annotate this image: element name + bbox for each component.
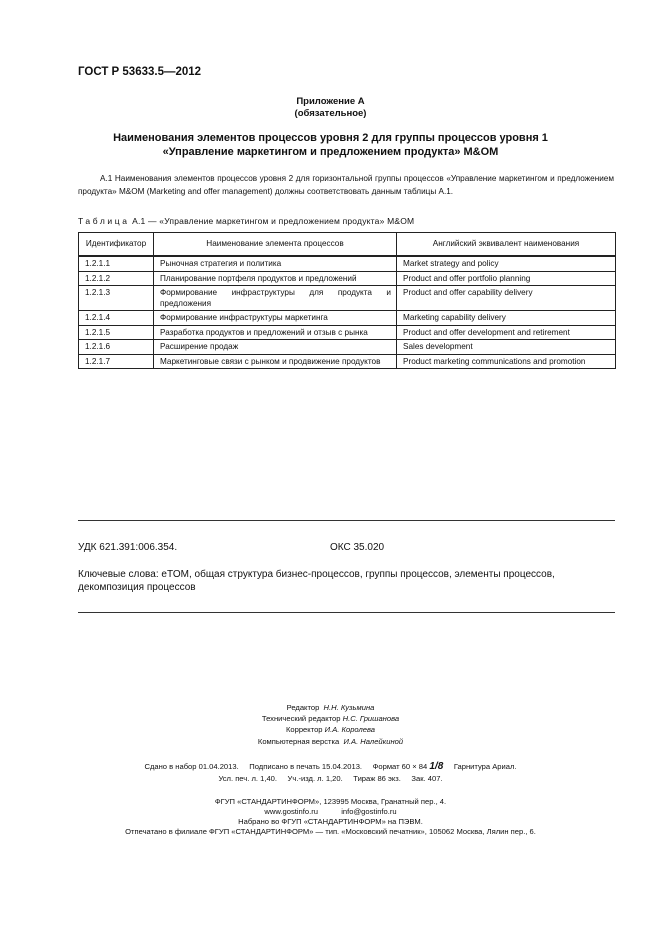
- appendix-title: Приложение А: [296, 96, 365, 107]
- header-element-name: Наименование элемента процессов: [154, 233, 397, 257]
- process-elements-table: [78, 232, 616, 369]
- cell-id: 1.2.1.7: [79, 354, 154, 369]
- signed-date: Подписано в печать 15.04.2013.: [249, 762, 363, 771]
- credit-person: И.А. Налейкиной: [343, 737, 404, 746]
- table-row: [79, 256, 616, 271]
- format-fraction: 1/8: [429, 761, 444, 772]
- divider-top: [78, 520, 615, 521]
- credit-editor: [0, 703, 661, 713]
- publishing-info: [0, 761, 661, 785]
- cell-name: Формирование инфраструктуры для продукта и предложения: [154, 286, 397, 311]
- table-row: [79, 311, 616, 326]
- credit-layout: [0, 737, 661, 747]
- cell-id: 1.2.1.5: [79, 325, 154, 340]
- table-row: [79, 354, 616, 369]
- table-header-row: [79, 233, 616, 257]
- cell-english: Product and offer capability delivery: [397, 286, 616, 311]
- table-caption: [78, 216, 414, 226]
- header-english-equivalent: Английский эквивалент наименования: [397, 233, 616, 257]
- cell-name: Рыночная стратегия и политика: [154, 256, 397, 271]
- publishing-line2: Усл. печ. л. 1,40. Уч.-изд. л. 1,20. Тираж 86 экз. Зак. 407.: [218, 774, 443, 783]
- divider-bottom: [78, 612, 615, 613]
- keywords: Ключевые слова: eTOM, общая структура бизнес-процессов, группы процессов, элементы процессов, декомпозиция процессов: [78, 569, 555, 593]
- cell-english: Product and offer development and retirement: [397, 325, 616, 340]
- submitted-date: Сдано в набор 01.04.2013.: [144, 762, 239, 771]
- cell-id: 1.2.1.4: [79, 311, 154, 326]
- paper-format: Формат 60 × 84: [372, 762, 428, 771]
- cell-id: 1.2.1.1: [79, 256, 154, 271]
- appendix-subtitle: (обязательное): [294, 108, 367, 119]
- credit-person: И.А. Королева: [324, 725, 376, 734]
- credit-role: Корректор: [285, 725, 323, 734]
- table-row: [79, 325, 616, 340]
- cell-english: Market strategy and policy: [397, 256, 616, 271]
- credit-person: Н.Н. Кузьмина: [323, 703, 375, 712]
- table-row: [79, 271, 616, 286]
- header-identifier: Идентификатор: [79, 233, 154, 257]
- cell-id: 1.2.1.6: [79, 340, 154, 355]
- org-email: info@gostinfo.ru: [341, 807, 397, 816]
- org-printed: Отпечатано в филиале ФГУП «СТАНДАРТИНФОРМ» — тип. «Московский печатник», 105062 Москва, Лялин пер., 6.: [125, 827, 536, 836]
- cell-english: Sales development: [397, 340, 616, 355]
- credit-role: Редактор: [286, 703, 320, 712]
- publishing-line1: [0, 761, 661, 773]
- intro-paragraph: А.1 Наименования элементов процессов уровня 2 для горизонтальной группы процессов «Управление маркетингом и предложением продукта» M&OM (Marketing and offer management) должны соответствовать данным таблицы А.1.: [78, 174, 614, 196]
- org-contacts: [0, 807, 661, 817]
- cell-name: Планирование портфеля продуктов и предложений: [154, 271, 397, 286]
- cell-name: Разработка продуктов и предложений и отзыв с рынка: [154, 325, 397, 340]
- cell-name: Формирование инфраструктуры маркетинга: [154, 311, 397, 326]
- credit-tech-editor: [0, 714, 661, 724]
- org-address: ФГУП «СТАНДАРТИНФОРМ», 123995 Москва, Гранатный пер., 4.: [214, 797, 447, 806]
- table-caption-prefix: Таблица: [78, 216, 130, 226]
- cell-english: Marketing capability delivery: [397, 311, 616, 326]
- cell-id: 1.2.1.3: [79, 286, 154, 311]
- standard-code: ГОСТ Р 53633.5—2012: [78, 66, 202, 78]
- udk-code: УДК 621.391:006.354.: [78, 542, 178, 553]
- credit-role: Компьютерная верстка: [257, 737, 340, 746]
- cell-name: Маркетинговые связи с рынком и продвижение продуктов: [154, 354, 397, 369]
- credit-role: Технический редактор: [261, 714, 341, 723]
- cell-english: Product marketing communications and promotion: [397, 354, 616, 369]
- table-row: [79, 286, 616, 311]
- section-heading-line1: Наименования элементов процессов уровня 2 для группы процессов уровня 1: [113, 132, 548, 144]
- organization-info: [0, 797, 661, 837]
- cell-name: Расширение продаж: [154, 340, 397, 355]
- typeface: Гарнитура Ариал.: [453, 762, 517, 771]
- cell-id: 1.2.1.2: [79, 271, 154, 286]
- cell-english: Product and offer portfolio planning: [397, 271, 616, 286]
- oks-code: ОКС 35.020: [330, 542, 385, 553]
- table-caption-text: А.1 — «Управление маркетингом и предложением продукта» M&OM: [132, 216, 415, 226]
- credit-proofreader: [0, 725, 661, 735]
- section-heading-line2: «Управление маркетингом и предложением продукта» M&OM: [162, 146, 499, 158]
- org-typeset: Набрано во ФГУП «СТАНДАРТИНФОРМ» на ПЭВМ.: [238, 817, 423, 826]
- org-website: www.gostinfo.ru: [264, 807, 318, 816]
- table-row: [79, 340, 616, 355]
- credit-person: Н.С. Гришанова: [342, 714, 400, 723]
